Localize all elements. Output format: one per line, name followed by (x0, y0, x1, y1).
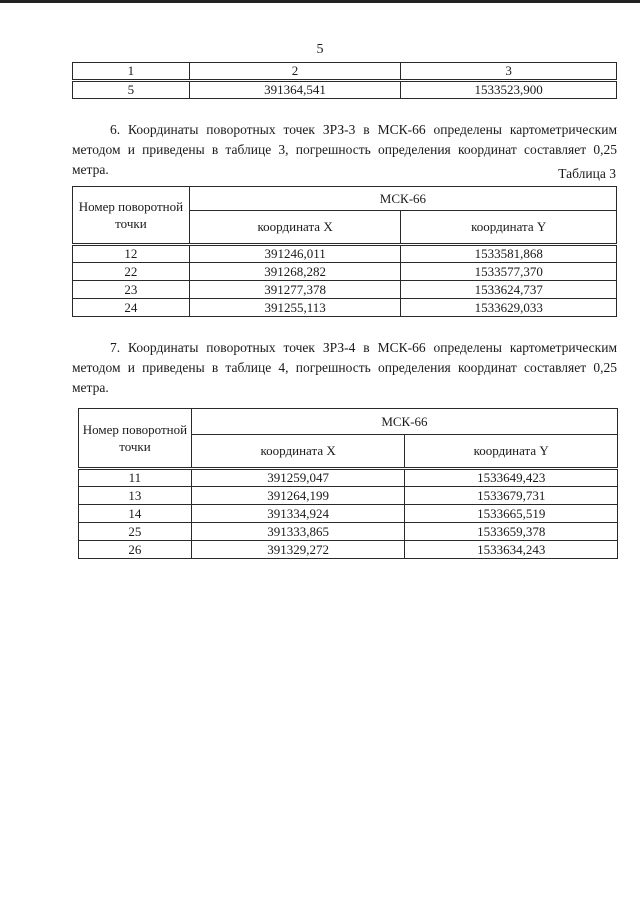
point-number-cell: 5 (73, 81, 190, 99)
point-number-cell: 14 (79, 505, 192, 523)
y-coordinate-header: координата Y (401, 211, 617, 245)
y-coordinate-cell: 1533581,868 (401, 245, 617, 263)
table-row (73, 263, 617, 281)
y-coordinate-cell: 1533634,243 (405, 541, 618, 559)
x-coordinate-cell: 391264,199 (191, 487, 405, 505)
x-coordinate-cell: 391364,541 (189, 81, 401, 99)
y-coordinate-cell: 1533665,519 (405, 505, 618, 523)
point-number-header: Номер поворотной точки (73, 187, 190, 245)
x-coordinate-cell: 391268,282 (189, 263, 401, 281)
scan-edge (0, 0, 640, 3)
y-coordinate-cell: 1533649,423 (405, 469, 618, 487)
column-header-1: 1 (73, 63, 190, 81)
msk-66-header: МСК-66 (189, 187, 616, 211)
column-header-2: 2 (189, 63, 401, 81)
column-header-3: 3 (401, 63, 617, 81)
x-coordinate-cell: 391329,272 (191, 541, 405, 559)
point-number-cell: 23 (73, 281, 190, 299)
point-number-cell: 13 (79, 487, 192, 505)
point-number-cell: 12 (73, 245, 190, 263)
y-coordinate-cell: 1533624,737 (401, 281, 617, 299)
table-row (79, 487, 618, 505)
point-number-cell: 11 (79, 469, 192, 487)
section-6-text: 6. Координаты поворотных точек ЗРЗ-3 в МСК-66 определены картометрическим методом и приведены в таблице 3, погрешность определения координат составляет 0,25 метра. (72, 122, 617, 177)
point-number-cell: 25 (79, 523, 192, 541)
table-row (79, 541, 618, 559)
section-7-text: 7. Координаты поворотных точек ЗРЗ-4 в МСК-66 определены картометрическим методом и приведены в таблице 4, погрешность определения координат составляет 0,25 метра. (72, 340, 617, 395)
table-row (79, 523, 618, 541)
point-number-cell: 22 (73, 263, 190, 281)
table-row (73, 245, 617, 263)
x-coordinate-header: координата X (191, 435, 405, 469)
point-number-cell: 24 (73, 299, 190, 317)
y-coordinate-cell: 1533523,900 (401, 81, 617, 99)
section-6-paragraph (72, 120, 617, 180)
y-coordinate-cell: 1533659,378 (405, 523, 618, 541)
point-number-cell: 26 (79, 541, 192, 559)
table-4 (78, 408, 618, 559)
table-3-caption: Таблица 3 (558, 166, 616, 181)
table-row (73, 299, 617, 317)
x-coordinate-cell: 391334,924 (191, 505, 405, 523)
table-3 (72, 186, 617, 317)
y-coordinate-cell: 1533577,370 (401, 263, 617, 281)
x-coordinate-cell: 391255,113 (189, 299, 401, 317)
x-coordinate-cell: 391333,865 (191, 523, 405, 541)
x-coordinate-cell: 391246,011 (189, 245, 401, 263)
y-coordinate-cell: 1533629,033 (401, 299, 617, 317)
table-row (79, 505, 618, 523)
page-number: 5 (316, 42, 324, 57)
msk-66-header: МСК-66 (191, 409, 617, 435)
section-7-paragraph (72, 338, 617, 398)
y-coordinate-cell: 1533679,731 (405, 487, 618, 505)
point-number-header: Номер поворотной точки (79, 409, 192, 469)
table-row (73, 81, 617, 99)
x-coordinate-header: координата X (189, 211, 401, 245)
x-coordinate-cell: 391259,047 (191, 469, 405, 487)
table-row (73, 281, 617, 299)
x-coordinate-cell: 391277,378 (189, 281, 401, 299)
table-2-continuation (72, 62, 617, 99)
table-row (79, 469, 618, 487)
y-coordinate-header: координата Y (405, 435, 618, 469)
